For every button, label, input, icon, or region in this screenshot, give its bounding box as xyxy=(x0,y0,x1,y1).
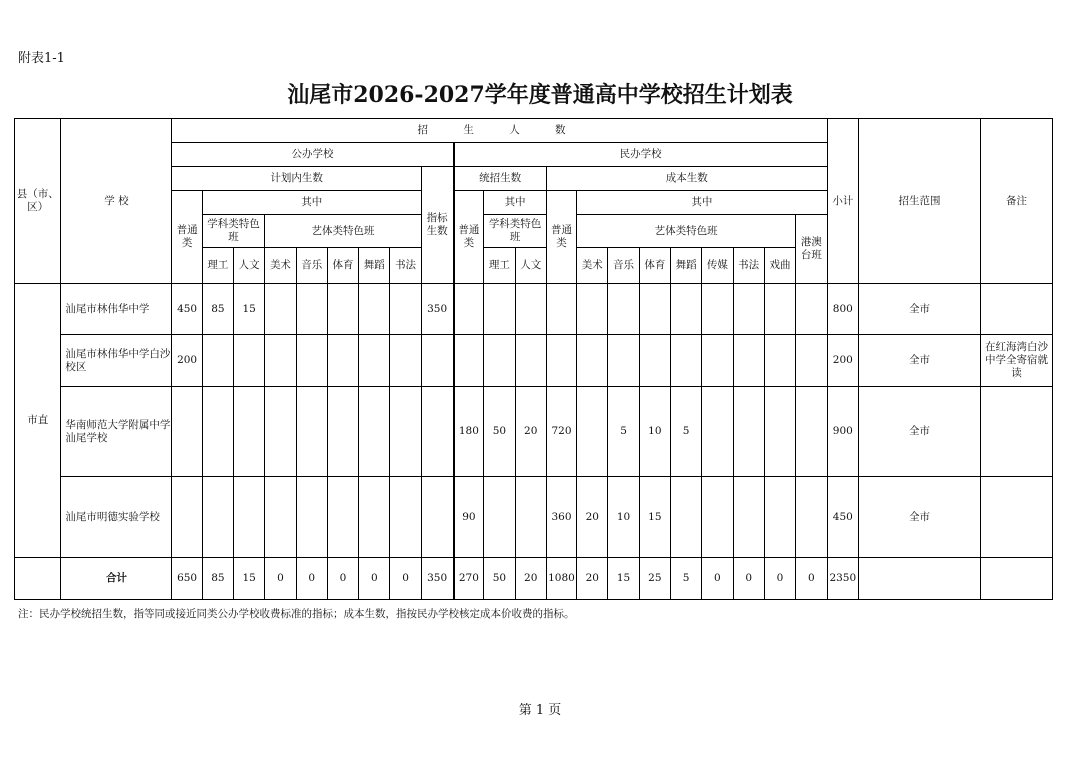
total-quota: 350 xyxy=(421,558,453,600)
cell-cost-sport xyxy=(639,284,670,335)
cell-pub-sport xyxy=(327,335,358,387)
cell-pub-music xyxy=(296,284,327,335)
enrollment-plan-table xyxy=(14,118,1053,600)
header-remark: 备注 xyxy=(981,119,1053,284)
total-pub-calli: 0 xyxy=(390,558,421,600)
cell-cost-media xyxy=(702,477,733,558)
total-label: 合计 xyxy=(61,558,172,600)
header-cost: 成本生数 xyxy=(546,167,827,191)
cell-cost-calli xyxy=(733,387,764,477)
cell-subtotal: 450 xyxy=(827,477,858,558)
header-uni-subject-feature: 学科类特色班 xyxy=(484,215,547,248)
cell-cost-calli xyxy=(733,477,764,558)
header-uni-general: 普通类 xyxy=(454,191,484,284)
cell-cost-media xyxy=(702,387,733,477)
cell-uni-hum xyxy=(515,284,546,335)
total-remark xyxy=(981,558,1053,600)
cell-pub-art xyxy=(265,477,296,558)
total-cost-opera: 0 xyxy=(764,558,795,600)
header-pub-arts-feature: 艺体类特色班 xyxy=(265,215,421,248)
cell-cost-hk xyxy=(796,387,828,477)
cell-cost-sport: 10 xyxy=(639,387,670,477)
table-row xyxy=(15,387,1053,477)
cell-pub-calli xyxy=(390,335,421,387)
cell-scope: 全市 xyxy=(858,477,980,558)
cell-cost-general: 360 xyxy=(546,477,576,558)
total-pub-general: 650 xyxy=(172,558,202,600)
cell-pub-hum: 15 xyxy=(234,284,265,335)
cell-cost-hk xyxy=(796,284,828,335)
cell-pub-hum xyxy=(234,477,265,558)
school-name: 华南师范大学附属中学汕尾学校 xyxy=(61,387,172,477)
cell-remark xyxy=(981,284,1053,335)
cell-pub-sport xyxy=(327,477,358,558)
table-row xyxy=(15,477,1053,558)
header-pub-dance: 舞蹈 xyxy=(359,248,390,284)
appendix-label: 附表1-1 xyxy=(18,51,65,66)
header-public-school: 公办学校 xyxy=(172,143,454,167)
total-pub-art: 0 xyxy=(265,558,296,600)
cell-pub-sci xyxy=(202,477,233,558)
cell-cost-art xyxy=(577,387,608,477)
total-pub-sci: 85 xyxy=(202,558,233,600)
table-row xyxy=(15,284,1053,335)
cell-cost-dance xyxy=(670,335,701,387)
header-uni-sci: 理工 xyxy=(484,248,515,284)
cell-pub-sci xyxy=(202,335,233,387)
cell-cost-sport xyxy=(639,335,670,387)
cell-cost-hk xyxy=(796,335,828,387)
total-cost-music: 15 xyxy=(608,558,639,600)
county-cell: 市直 xyxy=(15,284,61,558)
total-uni-sci: 50 xyxy=(484,558,515,600)
cell-uni-general xyxy=(454,335,484,387)
header-enroll-count: 招 生 人 数 xyxy=(172,119,827,143)
cell-scope: 全市 xyxy=(858,387,980,477)
total-pub-hum: 15 xyxy=(234,558,265,600)
cell-pub-calli xyxy=(390,284,421,335)
total-uni-hum: 20 xyxy=(515,558,546,600)
cell-cost-calli xyxy=(733,335,764,387)
cell-cost-opera xyxy=(764,477,795,558)
header-pub-hum: 人文 xyxy=(234,248,265,284)
cell-pub-sci xyxy=(202,387,233,477)
header-unified: 统招生数 xyxy=(454,167,547,191)
cell-remark xyxy=(981,387,1053,477)
cell-pub-general: 450 xyxy=(172,284,202,335)
cell-pub-hum xyxy=(234,335,265,387)
cell-cost-music xyxy=(608,335,639,387)
cell-subtotal: 800 xyxy=(827,284,858,335)
cell-pub-art xyxy=(265,387,296,477)
header-private-school: 民办学校 xyxy=(454,143,828,167)
total-cost-calli: 0 xyxy=(733,558,764,600)
cell-pub-dance xyxy=(359,477,390,558)
cell-uni-sci: 50 xyxy=(484,387,515,477)
total-scope xyxy=(858,558,980,600)
footnote: 注：民办学校统招生数，指等同或接近同类公办学校收费标准的指标；成本生数，指按民办学校核定成本价收费的指标。 xyxy=(18,608,575,620)
cell-uni-sci xyxy=(484,477,515,558)
cell-uni-sci xyxy=(484,284,515,335)
total-cost-hk: 0 xyxy=(796,558,828,600)
cell-cost-art: 20 xyxy=(577,477,608,558)
cell-pub-sport xyxy=(327,284,358,335)
cell-remark: 在红海湾白沙中学全寄宿就读 xyxy=(981,335,1053,387)
header-pub-sport: 体育 xyxy=(327,248,358,284)
total-pub-music: 0 xyxy=(296,558,327,600)
header-pub-music: 音乐 xyxy=(296,248,327,284)
header-uni-among: 其中 xyxy=(484,191,547,215)
cell-cost-opera xyxy=(764,284,795,335)
total-uni-general: 270 xyxy=(454,558,484,600)
cell-pub-calli xyxy=(390,387,421,477)
school-name: 汕尾市林伟华中学 xyxy=(61,284,172,335)
total-cost-art: 20 xyxy=(577,558,608,600)
total-county-cell xyxy=(15,558,61,600)
cell-cost-art xyxy=(577,335,608,387)
header-uni-hum: 人文 xyxy=(515,248,546,284)
page-title: 汕尾市2026-2027学年度普通高中学校招生计划表 xyxy=(287,82,793,108)
cell-quota xyxy=(421,387,453,477)
total-pub-dance: 0 xyxy=(359,558,390,600)
header-pub-calli: 书法 xyxy=(390,248,421,284)
cell-scope: 全市 xyxy=(858,335,980,387)
cell-pub-music xyxy=(296,335,327,387)
cell-cost-sport: 15 xyxy=(639,477,670,558)
cell-pub-sport xyxy=(327,387,358,477)
cell-pub-sci: 85 xyxy=(202,284,233,335)
header-cost-music: 音乐 xyxy=(608,248,639,284)
page-number: 第 1 页 xyxy=(518,703,562,718)
header-cost-arts-feature: 艺体类特色班 xyxy=(577,215,796,248)
cell-cost-hk xyxy=(796,477,828,558)
cell-cost-general xyxy=(546,284,576,335)
cell-cost-dance: 5 xyxy=(670,387,701,477)
header-cost-general: 普通类 xyxy=(546,191,576,284)
cell-cost-media xyxy=(702,284,733,335)
cell-pub-dance xyxy=(359,387,390,477)
header-school: 学 校 xyxy=(61,119,172,284)
total-row xyxy=(15,558,1053,600)
header-cost-dance: 舞蹈 xyxy=(670,248,701,284)
header-planned: 计划内生数 xyxy=(172,167,421,191)
cell-pub-art xyxy=(265,284,296,335)
cell-cost-opera xyxy=(764,335,795,387)
cell-cost-calli xyxy=(733,284,764,335)
cell-uni-general: 90 xyxy=(454,477,484,558)
cell-pub-calli xyxy=(390,477,421,558)
total-cost-media: 0 xyxy=(702,558,733,600)
cell-cost-media xyxy=(702,335,733,387)
cell-cost-art xyxy=(577,284,608,335)
cell-cost-music: 5 xyxy=(608,387,639,477)
cell-remark xyxy=(981,477,1053,558)
cell-pub-general xyxy=(172,477,202,558)
table-row xyxy=(15,335,1053,387)
cell-cost-music: 10 xyxy=(608,477,639,558)
header-cost-among: 其中 xyxy=(577,191,828,215)
school-name: 汕尾市林伟华中学白沙校区 xyxy=(61,335,172,387)
cell-cost-general xyxy=(546,335,576,387)
header-pub-subject-feature: 学科类特色班 xyxy=(202,215,265,248)
header-pub-sci: 理工 xyxy=(202,248,233,284)
cell-pub-general: 200 xyxy=(172,335,202,387)
cell-pub-dance xyxy=(359,335,390,387)
cell-pub-art xyxy=(265,335,296,387)
cell-pub-hum xyxy=(234,387,265,477)
cell-uni-general: 180 xyxy=(454,387,484,477)
header-cost-opera: 戏曲 xyxy=(764,248,795,284)
total-subtotal: 2350 xyxy=(827,558,858,600)
cell-pub-dance xyxy=(359,284,390,335)
cell-scope: 全市 xyxy=(858,284,980,335)
school-name: 汕尾市明德实验学校 xyxy=(61,477,172,558)
cell-uni-sci xyxy=(484,335,515,387)
cell-pub-music xyxy=(296,387,327,477)
cell-subtotal: 200 xyxy=(827,335,858,387)
cell-quota: 350 xyxy=(421,284,453,335)
cell-uni-hum: 20 xyxy=(515,387,546,477)
header-cost-sport: 体育 xyxy=(639,248,670,284)
header-cost-calli: 书法 xyxy=(733,248,764,284)
cell-cost-music xyxy=(608,284,639,335)
cell-uni-general xyxy=(454,284,484,335)
header-subtotal: 小计 xyxy=(827,119,858,284)
cell-cost-opera xyxy=(764,387,795,477)
total-cost-sport: 25 xyxy=(639,558,670,600)
header-cost-art: 美术 xyxy=(577,248,608,284)
header-scope: 招生范围 xyxy=(858,119,980,284)
total-pub-sport: 0 xyxy=(327,558,358,600)
cell-cost-dance xyxy=(670,477,701,558)
header-county: 县（市、区） xyxy=(15,119,61,284)
cell-subtotal: 900 xyxy=(827,387,858,477)
cell-quota xyxy=(421,477,453,558)
header-cost-media: 传媒 xyxy=(702,248,733,284)
total-cost-general: 1080 xyxy=(546,558,576,600)
total-cost-dance: 5 xyxy=(670,558,701,600)
header-quota: 指标生数 xyxy=(421,167,453,284)
cell-pub-general xyxy=(172,387,202,477)
cell-cost-dance xyxy=(670,284,701,335)
cell-cost-general: 720 xyxy=(546,387,576,477)
header-hkmacau: 港澳台班 xyxy=(796,215,828,284)
cell-quota xyxy=(421,335,453,387)
cell-uni-hum xyxy=(515,335,546,387)
cell-uni-hum xyxy=(515,477,546,558)
header-pub-art: 美术 xyxy=(265,248,296,284)
cell-pub-music xyxy=(296,477,327,558)
header-pub-among: 其中 xyxy=(202,191,421,215)
header-pub-general: 普通类 xyxy=(172,191,202,284)
